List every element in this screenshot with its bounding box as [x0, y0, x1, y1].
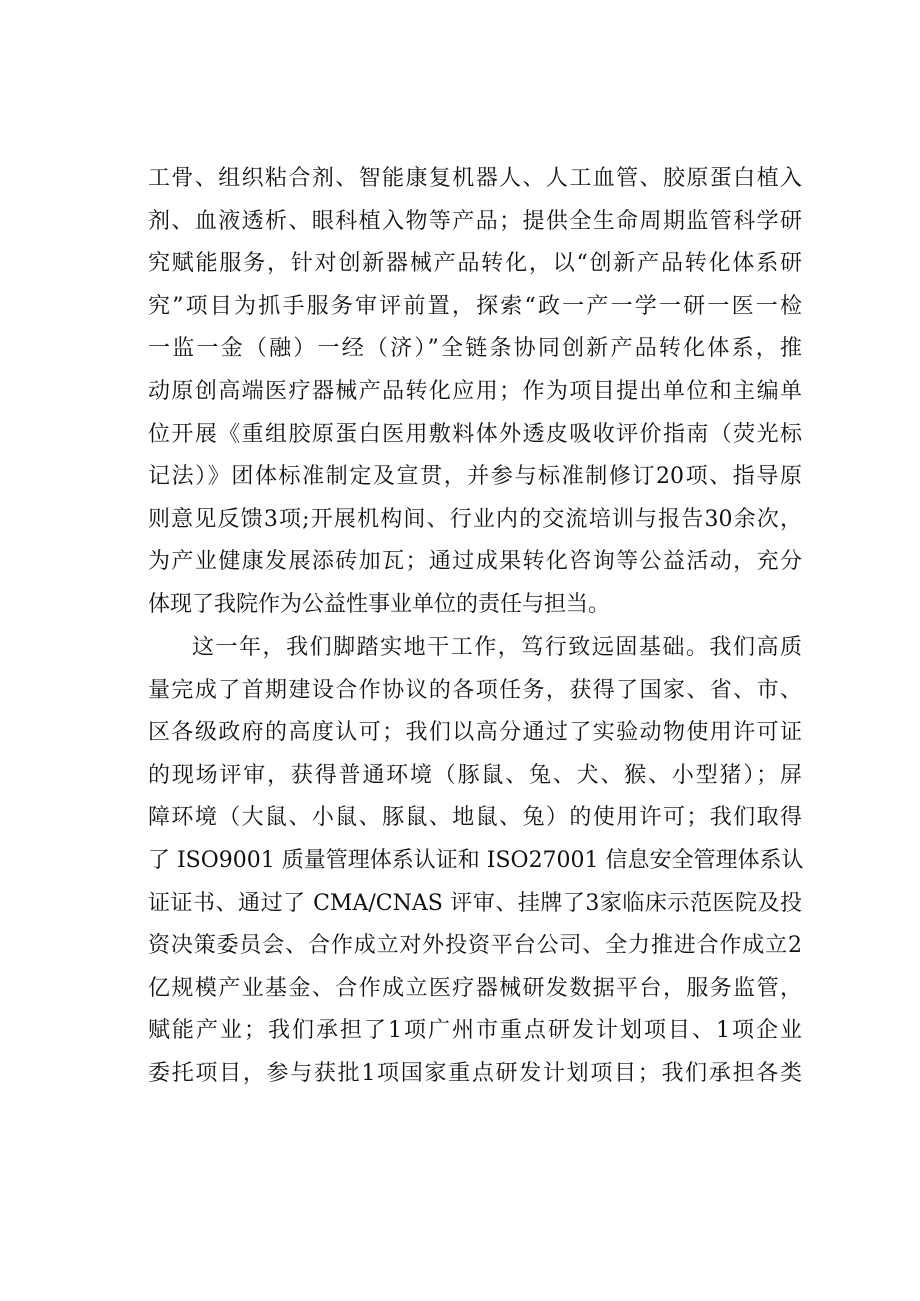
paragraph-1: [148, 158, 802, 627]
paragraph-line: 障环境（大鼠、小鼠、豚鼠、地鼠、兔）的使用许可；我们取得: [148, 805, 802, 831]
paragraph-line: 记法）》团体标准制定及宣贯，并参与标准制修订20项、指导原: [148, 464, 802, 490]
paragraph-2: [148, 627, 802, 1096]
paragraph-line: 委托项目，参与获批1项国家重点研发计划项目；我们承担各类: [148, 1060, 802, 1086]
paragraph-line: 究”项目为抓手服务审评前置，探索“政一产一学一研一医一检: [148, 293, 802, 319]
paragraph-line: 体现了我院作为公益性事业单位的责任与担当。: [148, 591, 611, 617]
paragraph-line: 剂、血液透析、眼科植入物等产品；提供全生命周期监管科学研: [148, 208, 802, 234]
paragraph-line: 位开展《重组胶原蛋白医用敷料体外透皮吸收评价指南（荧光标: [148, 421, 802, 447]
paragraph-line: 量完成了首期建设合作协议的各项任务，获得了国家、省、市、: [148, 677, 802, 703]
paragraph-line: 证证书、通过了 CMA/CNAS 评审、挂牌了3家临床示范医院及投: [148, 890, 802, 916]
paragraph-line: 究赋能服务，针对创新器械产品转化，以“创新产品转化体系研: [148, 251, 802, 277]
paragraph-line: 赋能产业；我们承担了1项广州市重点研发计划项目、1项企业: [148, 1018, 802, 1044]
paragraph-line: 一监一金（融）一经（济）”全链条协同创新产品转化体系，推: [148, 336, 802, 362]
paragraph-line: 这一年，我们脚踏实地干工作，笃行致远固基础。我们高质: [192, 635, 802, 660]
paragraph-line: 区各级政府的高度认可；我们以高分通过了实验动物使用许可证: [148, 720, 802, 746]
paragraph-line: 为产业健康发展添砖加瓦；通过成果转化咨询等公益活动，充分: [148, 549, 802, 575]
paragraph-line: 工骨、组织粘合剂、智能康复机器人、人工血管、胶原蛋白植入: [148, 166, 802, 191]
paragraph-line: 了 ISO9001 质量管理体系认证和 ISO27001 信息安全管理体系认: [148, 847, 804, 873]
paragraph-line: 动原创高端医疗器械产品转化应用；作为项目提出单位和主编单: [148, 378, 802, 404]
paragraph-line: 则意见反馈3项;开展机构间、行业内的交流培训与报告30余次，: [148, 506, 802, 532]
paragraph-line: 资决策委员会、合作成立对外投资平台公司、全力推进合作成立2: [148, 933, 802, 959]
paragraph-line: 的现场评审，获得普通环境（豚鼠、兔、犬、猴、小型猪）；屏: [148, 762, 802, 788]
paragraph-line: 亿规模产业基金、合作成立医疗器械研发数据平台，服务监管，: [148, 975, 802, 1001]
